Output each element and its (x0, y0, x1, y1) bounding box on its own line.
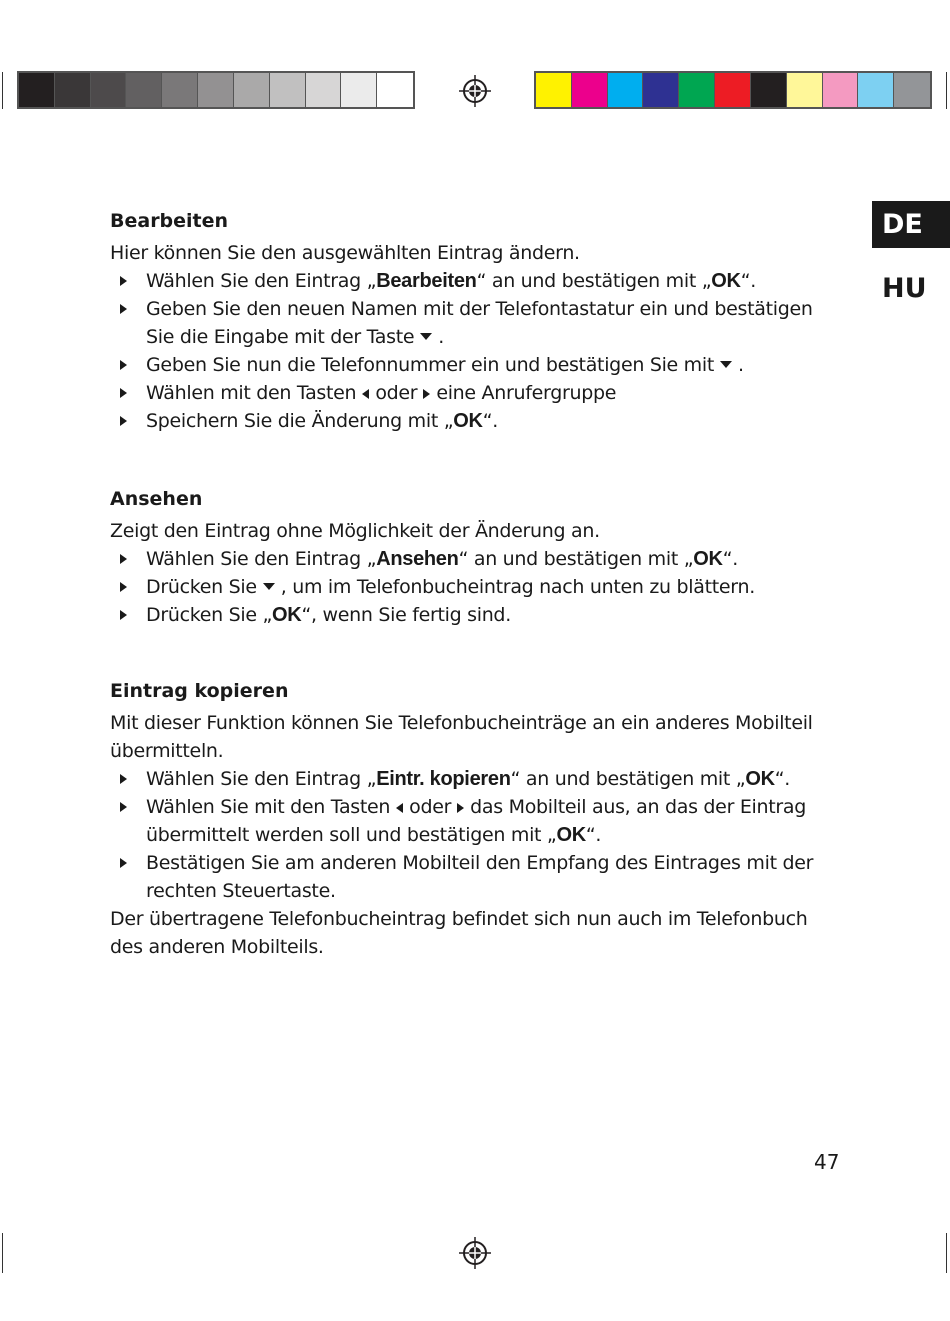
section-bearbeiten (110, 207, 840, 435)
color-swatch (608, 73, 644, 107)
section-outro: Der übertragene Telefonbucheintrag befindet sich nun auch im Telefonbuch des anderen Mobilteils. (110, 908, 808, 958)
item-text: , um im Telefonbucheintrag nach unten zu blättern. (280, 576, 755, 598)
color-swatch (787, 73, 823, 107)
arrow-right-key-icon (457, 803, 464, 813)
section-heading: Eintrag kopieren (110, 680, 289, 702)
color-swatch (679, 73, 715, 107)
bullet-arrow-icon (120, 304, 127, 314)
list-item (110, 849, 840, 905)
item-text: . (738, 354, 744, 376)
ok-key-label: OK (453, 410, 483, 432)
bullet-arrow-icon (120, 774, 127, 784)
item-text: “. (722, 548, 738, 570)
instruction-list (110, 765, 840, 905)
ok-key-label: OK (556, 824, 586, 846)
item-text: Wählen Sie mit den Tasten (146, 796, 391, 818)
item-text: “. (740, 270, 756, 292)
item-text: das Mobilteil aus, an das der Eintrag übermittelt werden soll und bestätigen mit „ (146, 796, 807, 846)
item-text: Drücken Sie (146, 576, 257, 598)
color-swatch (126, 73, 162, 107)
gray-calibration-strip (17, 71, 415, 109)
arrow-down-key-icon (263, 583, 275, 590)
menu-key-label: Ansehen (376, 548, 459, 570)
color-swatch (198, 73, 234, 107)
color-swatch (341, 73, 377, 107)
color-swatch (572, 73, 608, 107)
instruction-list (110, 545, 840, 629)
bullet-arrow-icon (120, 276, 127, 286)
item-text: “ an und bestätigen mit „ (510, 768, 746, 790)
color-swatch (162, 73, 198, 107)
section-intro: Hier können Sie den ausgewählten Eintrag ändern. (110, 242, 580, 264)
item-text: “. (482, 410, 498, 432)
item-text: Bestätigen Sie am anderen Mobilteil den Empfang des Eintrages mit der rechten Steuertaste. (146, 852, 814, 902)
item-text: “. (585, 824, 602, 846)
bullet-arrow-icon (120, 802, 127, 812)
section-eintrag-kopieren (110, 677, 840, 961)
crop-mark (946, 1233, 947, 1273)
section-heading: Bearbeiten (110, 210, 229, 232)
item-text: Wählen mit den Tasten (146, 382, 357, 404)
bullet-arrow-icon (120, 858, 127, 868)
bullet-arrow-icon (120, 610, 127, 620)
section-heading: Ansehen (110, 488, 203, 510)
item-text: Wählen Sie den Eintrag „ (146, 270, 377, 292)
bullet-arrow-icon (120, 388, 127, 398)
list-item (110, 407, 840, 435)
registration-mark-icon (459, 1237, 491, 1269)
list-item (110, 601, 840, 629)
color-swatch (715, 73, 751, 107)
crop-mark (2, 72, 3, 109)
item-text: Geben Sie den neuen Namen mit der Telefontastatur ein und bestätigen Sie die Eingabe mit der Taste (146, 298, 813, 348)
item-text: Wählen Sie den Eintrag „ (146, 768, 377, 790)
arrow-down-key-icon (420, 333, 432, 340)
color-swatch (536, 73, 572, 107)
item-text: Wählen Sie den Eintrag „ (146, 548, 377, 570)
arrow-left-key-icon (362, 389, 369, 399)
color-swatch (306, 73, 342, 107)
language-tab-de: DE (872, 201, 950, 248)
item-text: “, wenn Sie fertig sind. (301, 604, 511, 626)
color-swatch (91, 73, 127, 107)
ok-key-label: OK (745, 768, 775, 790)
menu-key-label: Bearbeiten (376, 270, 477, 292)
list-item (110, 351, 840, 379)
ok-key-label: OK (711, 270, 741, 292)
section-intro: Mit dieser Funktion können Sie Telefonbucheinträge an ein anderes Mobilteil übermitteln. (110, 712, 813, 762)
item-text: Geben Sie nun die Telefonnummer ein und bestätigen Sie mit (146, 354, 715, 376)
registration-mark-icon (459, 75, 491, 107)
list-item (110, 379, 840, 407)
list-item (110, 295, 840, 351)
ok-key-label: OK (693, 548, 723, 570)
item-text: eine Anrufergruppe (436, 382, 617, 404)
menu-key-label: Eintr. kopieren (376, 768, 511, 790)
arrow-right-key-icon (423, 389, 430, 399)
bullet-arrow-icon (120, 360, 127, 370)
item-text: oder (409, 796, 452, 818)
color-swatch (751, 73, 787, 107)
section-ansehen (110, 485, 840, 629)
item-text: “ an und bestätigen mit „ (476, 270, 712, 292)
list-item (110, 267, 840, 295)
color-swatch (19, 73, 55, 107)
item-text: oder (375, 382, 418, 404)
list-item (110, 793, 840, 849)
list-item (110, 545, 840, 573)
page-number: 47 (814, 1150, 840, 1174)
item-text: Drücken Sie „ (146, 604, 273, 626)
section-intro: Zeigt den Eintrag ohne Möglichkeit der Änderung an. (110, 520, 600, 542)
color-swatch (894, 73, 930, 107)
color-swatch (643, 73, 679, 107)
item-text: “. (774, 768, 791, 790)
ok-key-label: OK (272, 604, 302, 626)
color-calibration-strip (534, 71, 932, 109)
arrow-down-key-icon (720, 361, 732, 368)
item-text: Speichern Sie die Änderung mit „ (146, 410, 454, 432)
crop-mark (946, 72, 947, 109)
item-text: . (438, 326, 445, 348)
color-swatch (823, 73, 859, 107)
color-swatch (270, 73, 306, 107)
language-tab-hu: HU (882, 273, 927, 304)
item-text: “ an und bestätigen mit „ (458, 548, 694, 570)
crop-mark (2, 1233, 3, 1273)
color-swatch (377, 73, 413, 107)
bullet-arrow-icon (120, 416, 127, 426)
color-swatch (55, 73, 91, 107)
color-swatch (858, 73, 894, 107)
bullet-arrow-icon (120, 582, 127, 592)
bullet-arrow-icon (120, 554, 127, 564)
arrow-left-key-icon (396, 803, 403, 813)
list-item (110, 573, 840, 601)
instruction-list (110, 267, 840, 435)
color-swatch (234, 73, 270, 107)
page-content (110, 207, 840, 961)
list-item (110, 765, 840, 793)
